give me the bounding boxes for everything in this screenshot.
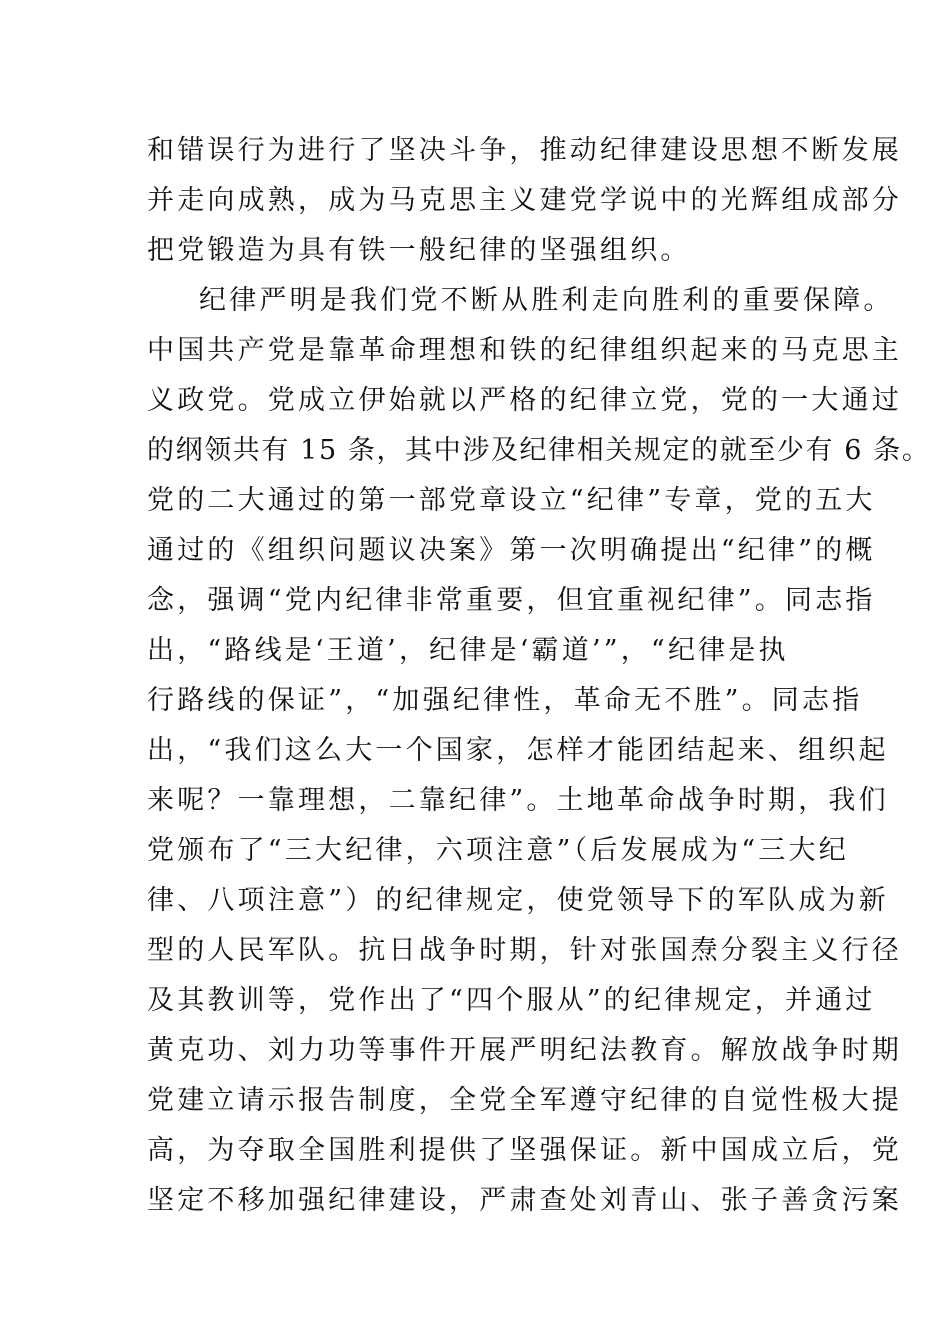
text-line: 党建立请示报告制度，全党全军遵守纪律的自觉性极大提 [147,1085,902,1116]
text-line: 中国共产党是靠革命理想和铁的纪律组织起来的马克思主 [147,335,902,366]
text-line: 行路线的保证”，“加强纪律性，革命无不胜”。同志指 [147,685,863,716]
text-line: 把党锻造为具有铁一般纪律的坚强组织。 [147,235,691,266]
text-line: 出，“路线是‘王道’，纪律是‘霸道’”，“纪律是执 [147,635,789,666]
text-line: 并走向成熟，成为马克思主义建党学说中的光辉组成部分 [147,185,902,216]
text-line: 出，“我们这么大一个国家，怎样才能团结起来、组织起 [147,735,889,766]
text-line: 型的人民军队。抗日战争时期，针对张国焘分裂主义行径 [147,935,902,966]
text-line: 的纲领共有 15 条，其中涉及纪律相关规定的就至少有 6 条。 [147,435,931,466]
text-line: 党颁布了“三大纪律，六项注意”（后发展成为“三大纪 [147,835,849,866]
paragraph-first-line: 纪律严明是我们党不断从胜利走向胜利的重要保障。 [199,285,894,316]
text-line: 义政党。党成立伊始就以严格的纪律立党，党的一大通过 [147,385,902,416]
text-line: 律、八项注意”）的纪律规定，使党领导下的军队成为新 [147,885,889,916]
text-line: 来呢？一靠理想，二靠纪律”。土地革命战争时期，我们 [147,785,889,816]
text-line: 通过的《组织问题议决案》第一次明确提出“纪律”的概 [147,535,876,566]
text-line: 黄克功、刘力功等事件开展严明纪法教育。解放战争时期 [147,1035,902,1066]
text-line: 党的二大通过的第一部党章设立“纪律”专章，党的五大 [147,485,876,516]
text-line: 及其教训等，党作出了“四个服从”的纪律规定，并通过 [147,985,876,1016]
text-line: 高，为夺取全国胜利提供了坚强保证。新中国成立后，党 [147,1135,902,1166]
text-line: 和错误行为进行了坚决斗争，推动纪律建设思想不断发展 [147,135,902,166]
text-line: 念，强调“党内纪律非常重要，但宜重视纪律”。同志指 [147,585,876,616]
text-line: 坚定不移加强纪律建设，严肃查处刘青山、张子善贪污案 [147,1185,902,1216]
